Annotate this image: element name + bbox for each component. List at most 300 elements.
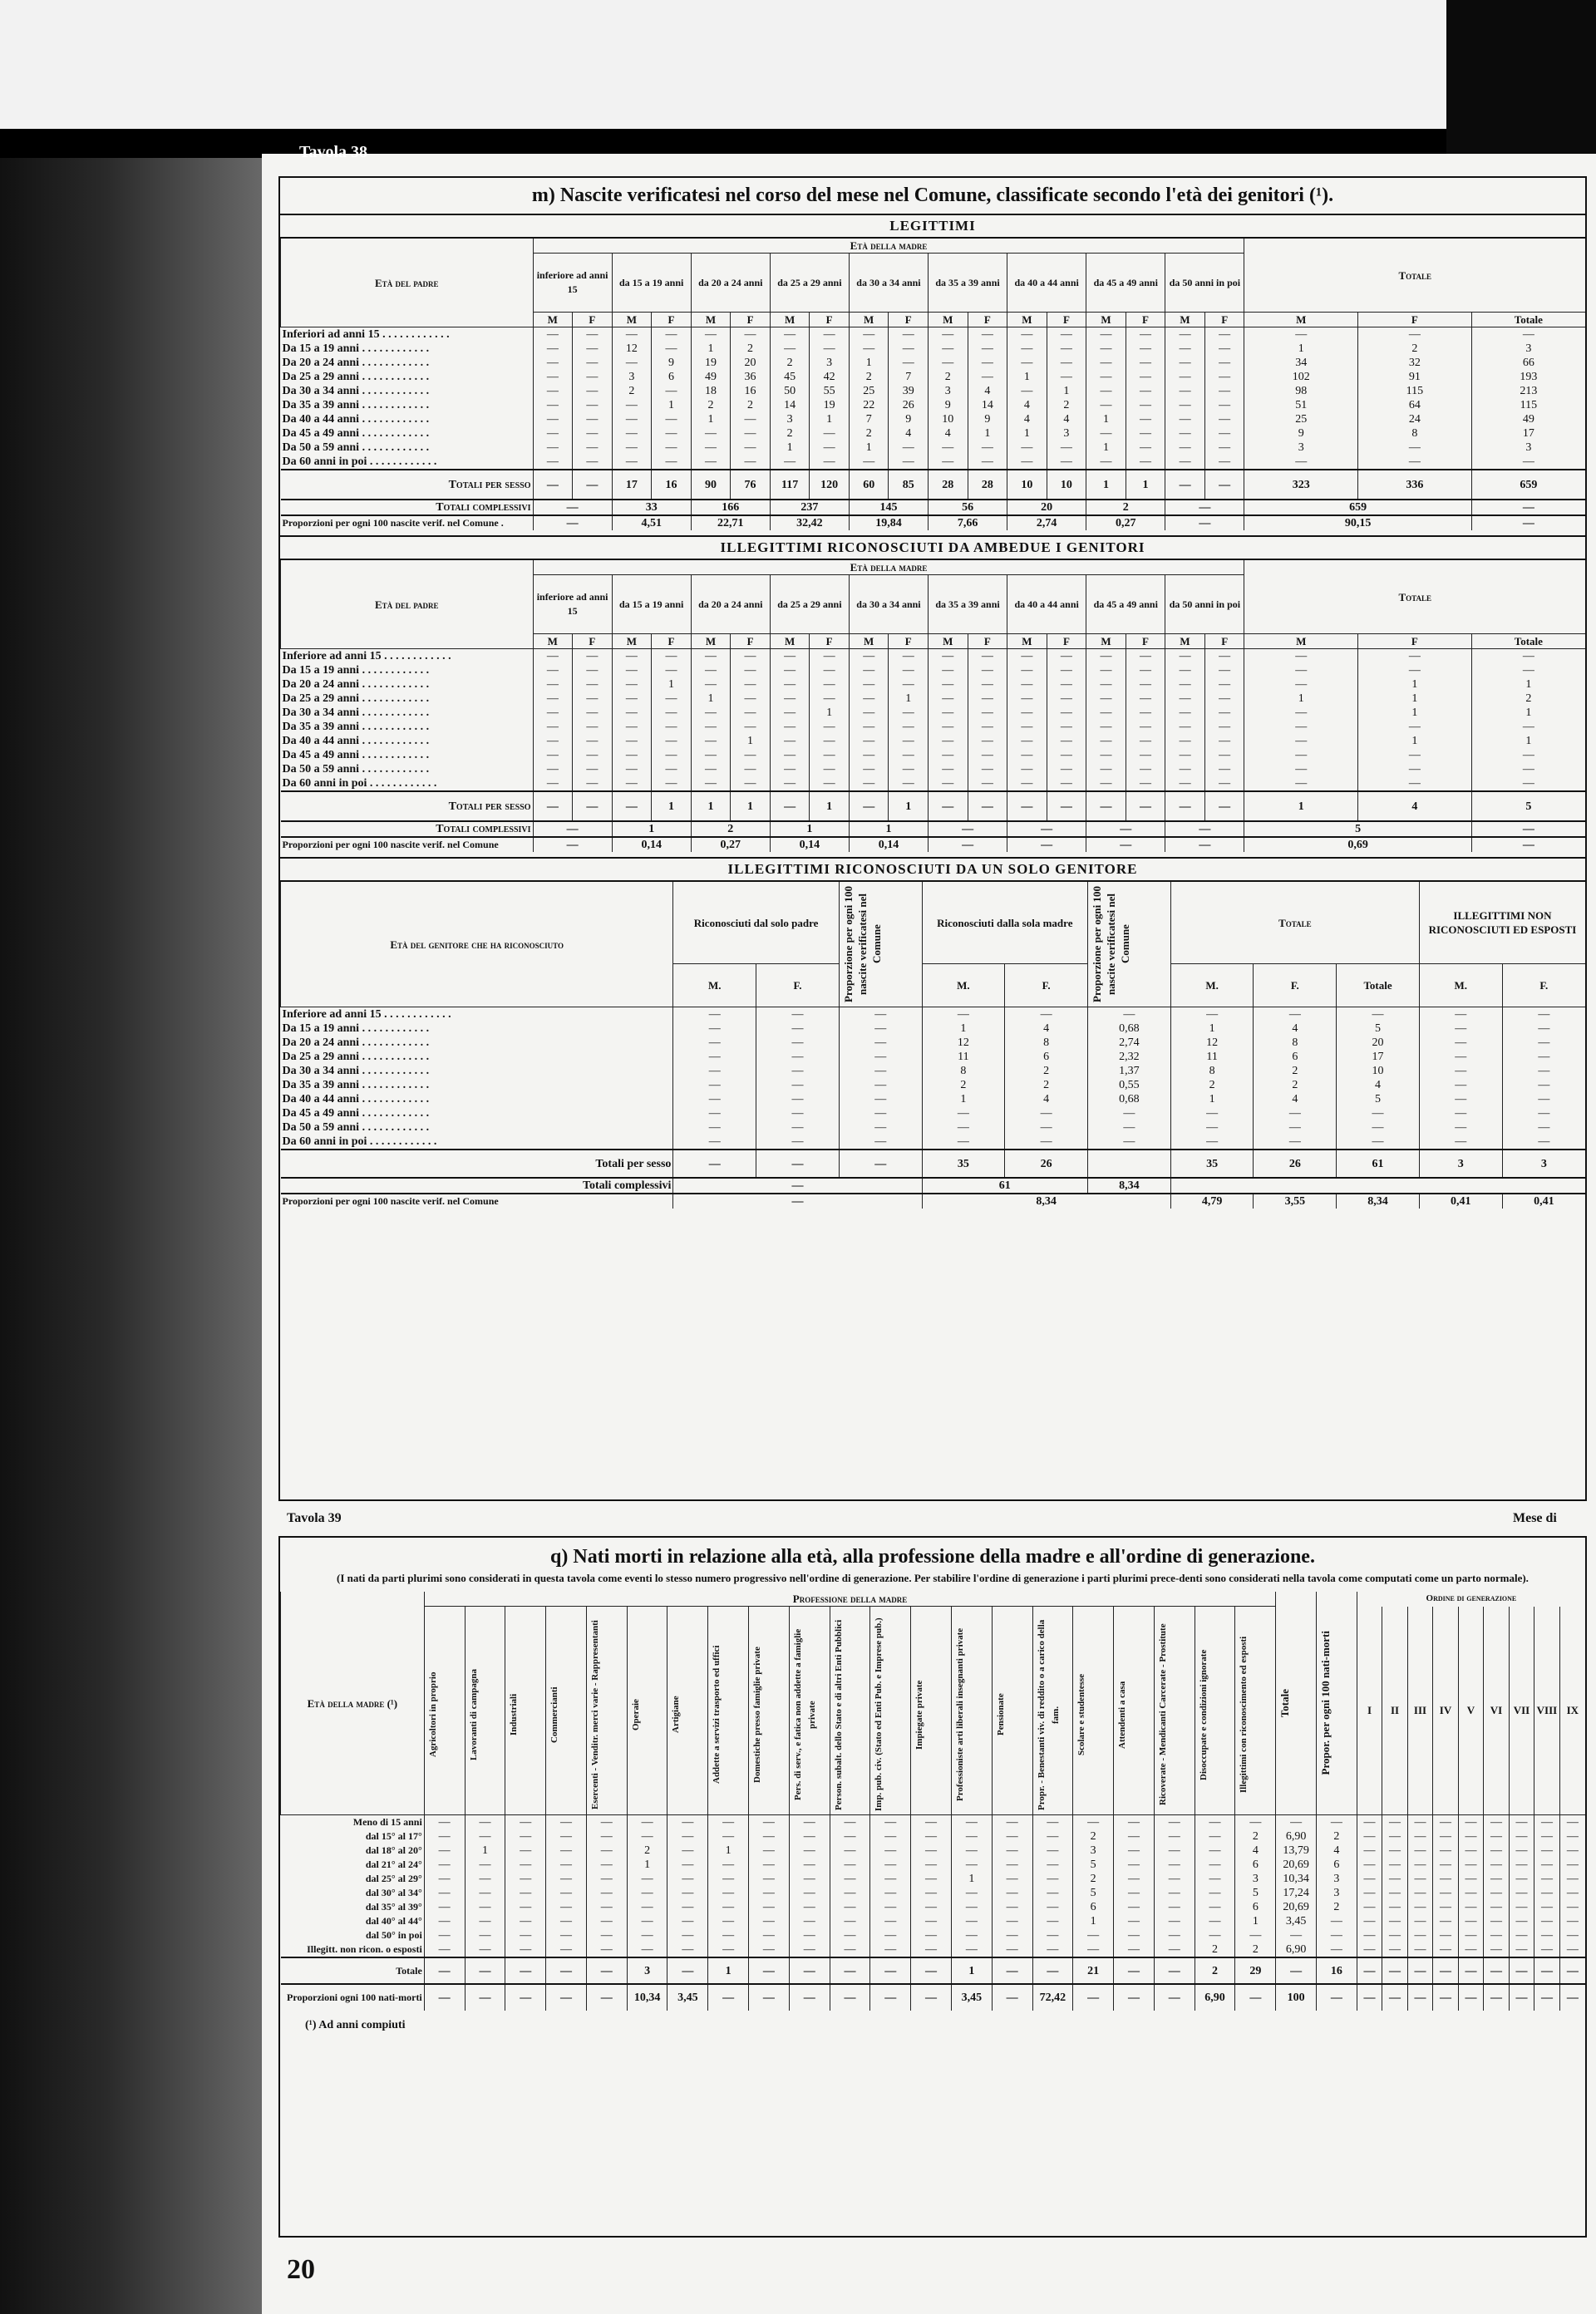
mother-age-col: inferiore ad anni 15 xyxy=(533,254,612,313)
data-cell: — xyxy=(612,356,652,370)
total-cell: — xyxy=(1471,776,1585,791)
totals-by-sex-cell: 85 xyxy=(889,470,929,500)
row-label: Da 40 a 44 anni . . . . . . . . . . . . xyxy=(282,1093,430,1105)
data-cell: 6 xyxy=(1005,1050,1088,1064)
data-cell: — xyxy=(1086,426,1126,441)
totals-by-sex-cell: 1 xyxy=(691,791,731,821)
totals-by-sex-cell: 28 xyxy=(968,470,1007,500)
data-cell: 20 xyxy=(1337,1036,1420,1050)
data-cell: — xyxy=(673,1064,756,1078)
data-cell: — xyxy=(1407,1900,1432,1914)
data-cell: — xyxy=(911,1914,952,1928)
data-cell: — xyxy=(465,1900,505,1914)
data-cell: — xyxy=(849,734,889,748)
data-cell: — xyxy=(1502,1120,1585,1135)
data-cell: — xyxy=(573,748,613,762)
data-cell: — xyxy=(465,1872,505,1886)
col-not-recognized: ILLEGITTIMI NON RICONOSCIUTI ED ESPOSTI xyxy=(1419,882,1585,964)
total-cell: — xyxy=(911,1957,952,1984)
total-cell: 1 xyxy=(1358,692,1472,706)
proportions-cell: 32,42 xyxy=(770,515,849,530)
totals-overall-cell: — xyxy=(533,821,612,837)
data-cell: — xyxy=(731,692,771,706)
data-cell: — xyxy=(889,706,929,720)
data-cell: — xyxy=(1126,720,1165,734)
data-cell: — xyxy=(1086,762,1126,776)
data-cell: — xyxy=(691,776,731,791)
total-cell: 2 xyxy=(1471,692,1585,706)
data-cell: 2 xyxy=(612,384,652,398)
data-cell: — xyxy=(1114,1914,1155,1928)
data-cell: — xyxy=(770,663,810,677)
data-cell: — xyxy=(1509,1815,1534,1830)
proportions-cell: — xyxy=(673,1194,922,1209)
data-cell: — xyxy=(929,706,968,720)
data-cell: — xyxy=(889,748,929,762)
data-cell: — xyxy=(505,1942,546,1957)
data-cell: — xyxy=(889,762,929,776)
proportions-cell: 6,90 xyxy=(1195,1984,1235,2011)
profession-label: Pers. di serv., e fatica non addette a famiglie private xyxy=(792,1628,817,1801)
data-cell: 4 xyxy=(968,384,1007,398)
data-cell: — xyxy=(1047,441,1086,455)
sub-header: M. xyxy=(673,964,756,1007)
tavola-39-month: Mese di xyxy=(1513,1511,1557,1525)
data-cell: — xyxy=(1559,1914,1585,1928)
totals-by-sex-label: Totali per sesso xyxy=(281,1150,673,1178)
data-cell: — xyxy=(1032,1872,1073,1886)
data-cell: — xyxy=(789,1886,830,1900)
data-cell: 1 xyxy=(627,1858,667,1872)
row-label: Da 20 a 24 anni . . . . . . . . . . . . xyxy=(282,357,430,369)
sex-col-header: F xyxy=(1126,313,1165,327)
totals-by-sex-cell: — xyxy=(1165,470,1205,500)
data-cell: — xyxy=(612,748,652,762)
data-cell: — xyxy=(1047,762,1086,776)
data-cell: — xyxy=(870,1900,911,1914)
data-cell: — xyxy=(1126,706,1165,720)
data-cell: — xyxy=(1357,1858,1382,1872)
data-cell: — xyxy=(830,1829,870,1844)
data-cell: — xyxy=(770,720,810,734)
data-cell: — xyxy=(929,734,968,748)
data-cell: — xyxy=(922,1135,1005,1150)
data-cell: 3 xyxy=(612,370,652,384)
total-cell: 25 xyxy=(1244,412,1358,426)
data-cell: — xyxy=(612,677,652,692)
data-cell: — xyxy=(731,762,771,776)
total-sub-header: M xyxy=(1244,634,1358,649)
data-cell: — xyxy=(1165,706,1205,720)
profession-label: Domestiche presso famiglie private xyxy=(752,1647,763,1783)
data-cell: — xyxy=(810,327,850,342)
data-cell: — xyxy=(652,327,692,342)
data-cell: — xyxy=(770,776,810,791)
proportions-cell: 7,66 xyxy=(929,515,1007,530)
row-label: Da 20 a 24 anni . . . . . . . . . . . . xyxy=(282,678,430,691)
data-cell: — xyxy=(951,1829,992,1844)
data-cell: — xyxy=(708,1886,749,1900)
data-cell: — xyxy=(911,1886,952,1900)
data-cell: — xyxy=(573,327,613,342)
totals-by-sex-cell: 61 xyxy=(1337,1150,1420,1178)
data-cell: — xyxy=(533,455,573,470)
father-age-header: Età del padre xyxy=(281,239,534,327)
data-cell: 1 xyxy=(652,398,692,412)
data-cell: 39 xyxy=(889,384,929,398)
data-cell: — xyxy=(627,1900,667,1914)
data-cell: — xyxy=(1165,748,1205,762)
data-cell: 18 xyxy=(691,384,731,398)
data-cell: — xyxy=(1484,1900,1509,1914)
col-father-only: Riconosciuti dal solo padre xyxy=(673,882,839,964)
profession-col xyxy=(505,1607,546,1815)
mother-age-col: da 20 a 24 anni xyxy=(691,575,770,634)
data-cell: 12 xyxy=(922,1036,1005,1050)
totals-overall-label: Totali complessivi xyxy=(281,1178,673,1194)
data-cell: — xyxy=(1126,398,1165,412)
data-cell: — xyxy=(1114,1872,1155,1886)
data-cell: — xyxy=(749,1872,790,1886)
row-label: Da 35 a 39 anni . . . . . . . . . . . . xyxy=(282,1079,430,1091)
data-cell: — xyxy=(708,1942,749,1957)
section-illeg-both: ILLEGITTIMI RICONOSCIUTI DA AMBEDUE I GENITORI xyxy=(280,535,1585,560)
data-cell: 3 xyxy=(1317,1872,1357,1886)
data-cell: — xyxy=(749,1886,790,1900)
total-cell: — xyxy=(1358,720,1472,734)
mother-age-col: da 25 a 29 anni xyxy=(770,254,849,313)
proportions-cell: 100 xyxy=(1276,1984,1317,2011)
total-cell: — xyxy=(1358,649,1472,664)
data-cell: 1 xyxy=(691,692,731,706)
sex-col-header: F xyxy=(731,634,771,649)
data-cell: — xyxy=(756,1078,840,1092)
data-cell: — xyxy=(1509,1984,1534,2011)
total-header: Totale xyxy=(1244,239,1585,313)
row-label: Da 60 anni in poi . . . . . . . . . . . . xyxy=(282,1135,437,1148)
sex-col-header: M xyxy=(533,634,573,649)
data-cell: 2 xyxy=(1047,398,1086,412)
table-nati-morti xyxy=(280,1592,1585,2011)
data-cell: — xyxy=(533,412,573,426)
row-label: Da 30 a 34 anni . . . . . . . . . . . . xyxy=(282,707,430,719)
data-cell: — xyxy=(1165,692,1205,706)
data-cell: — xyxy=(1382,1844,1407,1858)
data-cell: — xyxy=(830,1928,870,1942)
total-cell: 91 xyxy=(1358,370,1472,384)
data-cell: — xyxy=(849,748,889,762)
data-cell: — xyxy=(708,1872,749,1886)
parent-age-header: Età del genitore che ha riconosciuto xyxy=(281,882,673,1007)
data-cell: — xyxy=(573,663,613,677)
order-col-header: III xyxy=(1407,1607,1432,1815)
data-cell: — xyxy=(731,776,771,791)
proportions-cell: 8,34 xyxy=(922,1194,1170,1209)
data-cell: 1 xyxy=(708,1844,749,1858)
data-cell: — xyxy=(839,1106,922,1120)
data-cell: 7 xyxy=(889,370,929,384)
proportions-cell: — xyxy=(1165,515,1244,530)
profession-col xyxy=(1235,1607,1276,1815)
data-cell: — xyxy=(1032,1886,1073,1900)
data-cell: 4 xyxy=(1047,412,1086,426)
data-cell: — xyxy=(573,441,613,455)
row-label: Da 60 anni in poi . . . . . . . . . . . . xyxy=(282,777,437,790)
data-cell: — xyxy=(586,1815,627,1830)
data-cell: — xyxy=(1502,1022,1585,1036)
data-cell: 6 xyxy=(1235,1900,1276,1914)
data-cell: — xyxy=(1433,1900,1458,1914)
sex-col-header: F xyxy=(810,313,850,327)
data-cell: — xyxy=(1007,327,1047,342)
sex-col-header: F xyxy=(810,634,850,649)
data-cell: 50 xyxy=(770,384,810,398)
col-total: Totale xyxy=(1170,882,1419,964)
data-cell: 1 xyxy=(691,342,731,356)
total-cell: — xyxy=(1471,327,1585,342)
data-cell: — xyxy=(546,1914,587,1928)
data-cell: — xyxy=(1007,356,1047,370)
data-cell: — xyxy=(1502,1078,1585,1092)
data-cell: — xyxy=(929,776,968,791)
data-cell: — xyxy=(1204,748,1244,762)
data-cell: — xyxy=(1382,1872,1407,1886)
data-cell: — xyxy=(1419,1007,1502,1022)
data-cell: — xyxy=(911,1872,952,1886)
totals-by-sex-cell: 117 xyxy=(770,470,810,500)
data-cell: — xyxy=(546,1829,587,1844)
totals-by-sex-total: 4 xyxy=(1358,791,1472,821)
data-cell: — xyxy=(830,1900,870,1914)
data-cell: — xyxy=(1007,384,1047,398)
sex-col-header: M xyxy=(1007,634,1047,649)
data-cell: 4 xyxy=(1254,1022,1337,1036)
data-cell: — xyxy=(1032,1844,1073,1858)
data-cell: — xyxy=(1086,663,1126,677)
totals-by-sex-cell: — xyxy=(1204,470,1244,500)
data-cell: — xyxy=(749,1858,790,1872)
data-cell: 19 xyxy=(691,356,731,370)
profession-col xyxy=(424,1607,465,1815)
data-cell: — xyxy=(546,1815,587,1830)
data-cell: — xyxy=(612,455,652,470)
data-cell: — xyxy=(1534,1872,1559,1886)
sex-col-header: M xyxy=(1086,634,1126,649)
data-cell: — xyxy=(1088,1135,1171,1150)
total-cell: — xyxy=(870,1957,911,1984)
data-cell: 2 xyxy=(731,398,771,412)
row-label: Da 15 a 19 anni . . . . . . . . . . . . xyxy=(282,342,430,355)
data-cell: — xyxy=(929,649,968,664)
profession-col xyxy=(586,1607,627,1815)
data-cell: — xyxy=(810,677,850,692)
data-cell: — xyxy=(749,1942,790,1957)
order-col-header: IX xyxy=(1559,1607,1585,1815)
data-cell: — xyxy=(546,1900,587,1914)
prop-vertical-label: Proporzione per ogni 100 nascite verificatesi nel Comune xyxy=(1091,886,1132,1002)
data-cell: — xyxy=(770,734,810,748)
data-cell: 42 xyxy=(810,370,850,384)
profession-label: Industriali xyxy=(509,1693,520,1736)
totals-by-sex-cell: 1 xyxy=(889,791,929,821)
total-cell: 3 xyxy=(627,1957,667,1984)
data-cell: — xyxy=(1086,748,1126,762)
data-cell: — xyxy=(424,1914,465,1928)
data-cell: — xyxy=(465,1886,505,1900)
mother-age-col: da 30 a 34 anni xyxy=(849,254,928,313)
proportions-cell: — xyxy=(911,1984,952,2011)
data-cell: — xyxy=(968,734,1007,748)
data-cell: — xyxy=(1458,1858,1483,1872)
sex-col-header: F xyxy=(573,634,613,649)
data-cell: — xyxy=(849,692,889,706)
data-cell: — xyxy=(1204,356,1244,370)
data-cell: — xyxy=(612,649,652,664)
data-cell: 4 xyxy=(889,426,929,441)
data-cell: — xyxy=(667,1815,708,1830)
data-cell: 1 xyxy=(770,441,810,455)
order-col-header: VI xyxy=(1484,1607,1509,1815)
totals-overall-cell: — xyxy=(929,821,1007,837)
data-cell: 2 xyxy=(1254,1064,1337,1078)
data-cell: — xyxy=(830,1872,870,1886)
data-cell: — xyxy=(849,649,889,664)
data-cell: — xyxy=(1195,1844,1235,1858)
data-cell: — xyxy=(1154,1900,1195,1914)
data-cell: — xyxy=(1114,1844,1155,1858)
data-cell: — xyxy=(911,1815,952,1830)
data-cell: — xyxy=(1204,720,1244,734)
totals-overall-cell: — xyxy=(1165,821,1244,837)
data-cell: — xyxy=(1204,398,1244,412)
mother-age-col: da 50 anni in poi xyxy=(1165,254,1244,313)
data-cell: 9 xyxy=(929,398,968,412)
data-cell: 5 xyxy=(1337,1092,1420,1106)
total-cell: 16 xyxy=(1317,1957,1357,1984)
data-cell: 6 xyxy=(1317,1858,1357,1872)
prop-col-header xyxy=(1317,1592,1357,1815)
total-cell: 1 xyxy=(1358,706,1472,720)
total-cell: 24 xyxy=(1358,412,1472,426)
sex-col-header: M xyxy=(691,634,731,649)
proportions-label: Proporzioni per ogni 100 nascite verif. nel Comune xyxy=(281,837,534,852)
totals-by-sex-cell: — xyxy=(756,1150,840,1178)
totals-by-sex-cell: 26 xyxy=(1005,1150,1088,1178)
mother-age-col: da 45 a 49 anni xyxy=(1086,575,1165,634)
data-cell: — xyxy=(1559,1858,1585,1872)
data-cell: — xyxy=(870,1914,911,1928)
data-cell: — xyxy=(1534,1858,1559,1872)
data-cell: 1 xyxy=(1235,1914,1276,1928)
totals-overall-total: — xyxy=(1471,821,1585,837)
total-cell: — xyxy=(1471,455,1585,470)
data-cell: — xyxy=(1047,734,1086,748)
totals-by-sex-cell: — xyxy=(612,791,652,821)
data-cell: — xyxy=(573,455,613,470)
data-cell: 2,32 xyxy=(1088,1050,1171,1064)
totals-by-sex-total: 5 xyxy=(1471,791,1585,821)
col-mother-only: Riconosciuti dalla sola madre xyxy=(922,882,1087,964)
data-cell: — xyxy=(1114,1942,1155,1957)
data-cell: — xyxy=(1154,1815,1195,1830)
totals-by-sex-total: 659 xyxy=(1471,470,1585,500)
data-cell: — xyxy=(1419,1135,1502,1150)
total-cell: 64 xyxy=(1358,398,1472,412)
data-cell: — xyxy=(1165,677,1205,692)
proportions-cell: — xyxy=(1114,1984,1155,2011)
totals-overall-cell: 33 xyxy=(612,500,691,515)
data-cell: — xyxy=(1559,1815,1585,1830)
data-cell: — xyxy=(1032,1829,1073,1844)
data-cell: 17,24 xyxy=(1276,1886,1317,1900)
data-cell: — xyxy=(1204,327,1244,342)
data-cell: — xyxy=(992,1858,1032,1872)
data-cell: — xyxy=(1195,1914,1235,1928)
proportions-cell: 4,51 xyxy=(612,515,691,530)
data-cell: — xyxy=(1165,734,1205,748)
data-cell: — xyxy=(1254,1106,1337,1120)
profession-col xyxy=(789,1607,830,1815)
data-cell: 8 xyxy=(1254,1036,1337,1050)
total-cell: — xyxy=(1276,1957,1317,1984)
profession-label: Impiegate private xyxy=(914,1680,925,1750)
data-cell: — xyxy=(708,1858,749,1872)
data-cell: — xyxy=(1204,692,1244,706)
data-cell: — xyxy=(667,1858,708,1872)
data-cell: — xyxy=(1534,1815,1559,1830)
data-cell: — xyxy=(465,1914,505,1928)
data-cell: 2 xyxy=(1235,1942,1276,1957)
data-cell: — xyxy=(1114,1829,1155,1844)
row-label: Da 45 a 49 anni . . . . . . . . . . . . xyxy=(282,1107,430,1120)
data-cell: — xyxy=(1126,342,1165,356)
data-cell: — xyxy=(1235,1815,1276,1830)
data-cell: — xyxy=(789,1928,830,1942)
data-cell: — xyxy=(1484,1872,1509,1886)
data-cell: 5 xyxy=(1337,1022,1420,1036)
total-col-header xyxy=(1276,1592,1317,1815)
data-cell: — xyxy=(929,441,968,455)
data-cell: — xyxy=(810,734,850,748)
data-cell: — xyxy=(1317,1914,1357,1928)
data-cell: — xyxy=(1458,1914,1483,1928)
data-cell: 2 xyxy=(1005,1064,1088,1078)
totals-overall-cell: — xyxy=(1007,821,1086,837)
total-cell: — xyxy=(546,1957,587,1984)
data-cell: 1 xyxy=(1170,1022,1254,1036)
total-cell: — xyxy=(1358,441,1472,455)
data-cell: — xyxy=(1534,1886,1559,1900)
data-cell: — xyxy=(1407,1844,1432,1858)
data-cell: — xyxy=(922,1007,1005,1022)
data-cell: — xyxy=(789,1829,830,1844)
data-cell: 0,55 xyxy=(1088,1078,1171,1092)
data-cell: — xyxy=(691,720,731,734)
data-cell: 3 xyxy=(1073,1844,1114,1858)
proportions-cell: — xyxy=(1235,1984,1276,2011)
data-cell: — xyxy=(505,1914,546,1928)
totals-by-sex-cell: 28 xyxy=(929,470,968,500)
data-cell: — xyxy=(1005,1120,1088,1135)
data-cell: — xyxy=(1126,692,1165,706)
data-cell: — xyxy=(849,342,889,356)
sub-header: M. xyxy=(1170,964,1254,1007)
data-cell: — xyxy=(992,1844,1032,1858)
data-cell: — xyxy=(849,677,889,692)
data-cell: 55 xyxy=(810,384,850,398)
profession-col xyxy=(1154,1607,1195,1815)
data-cell: — xyxy=(810,748,850,762)
